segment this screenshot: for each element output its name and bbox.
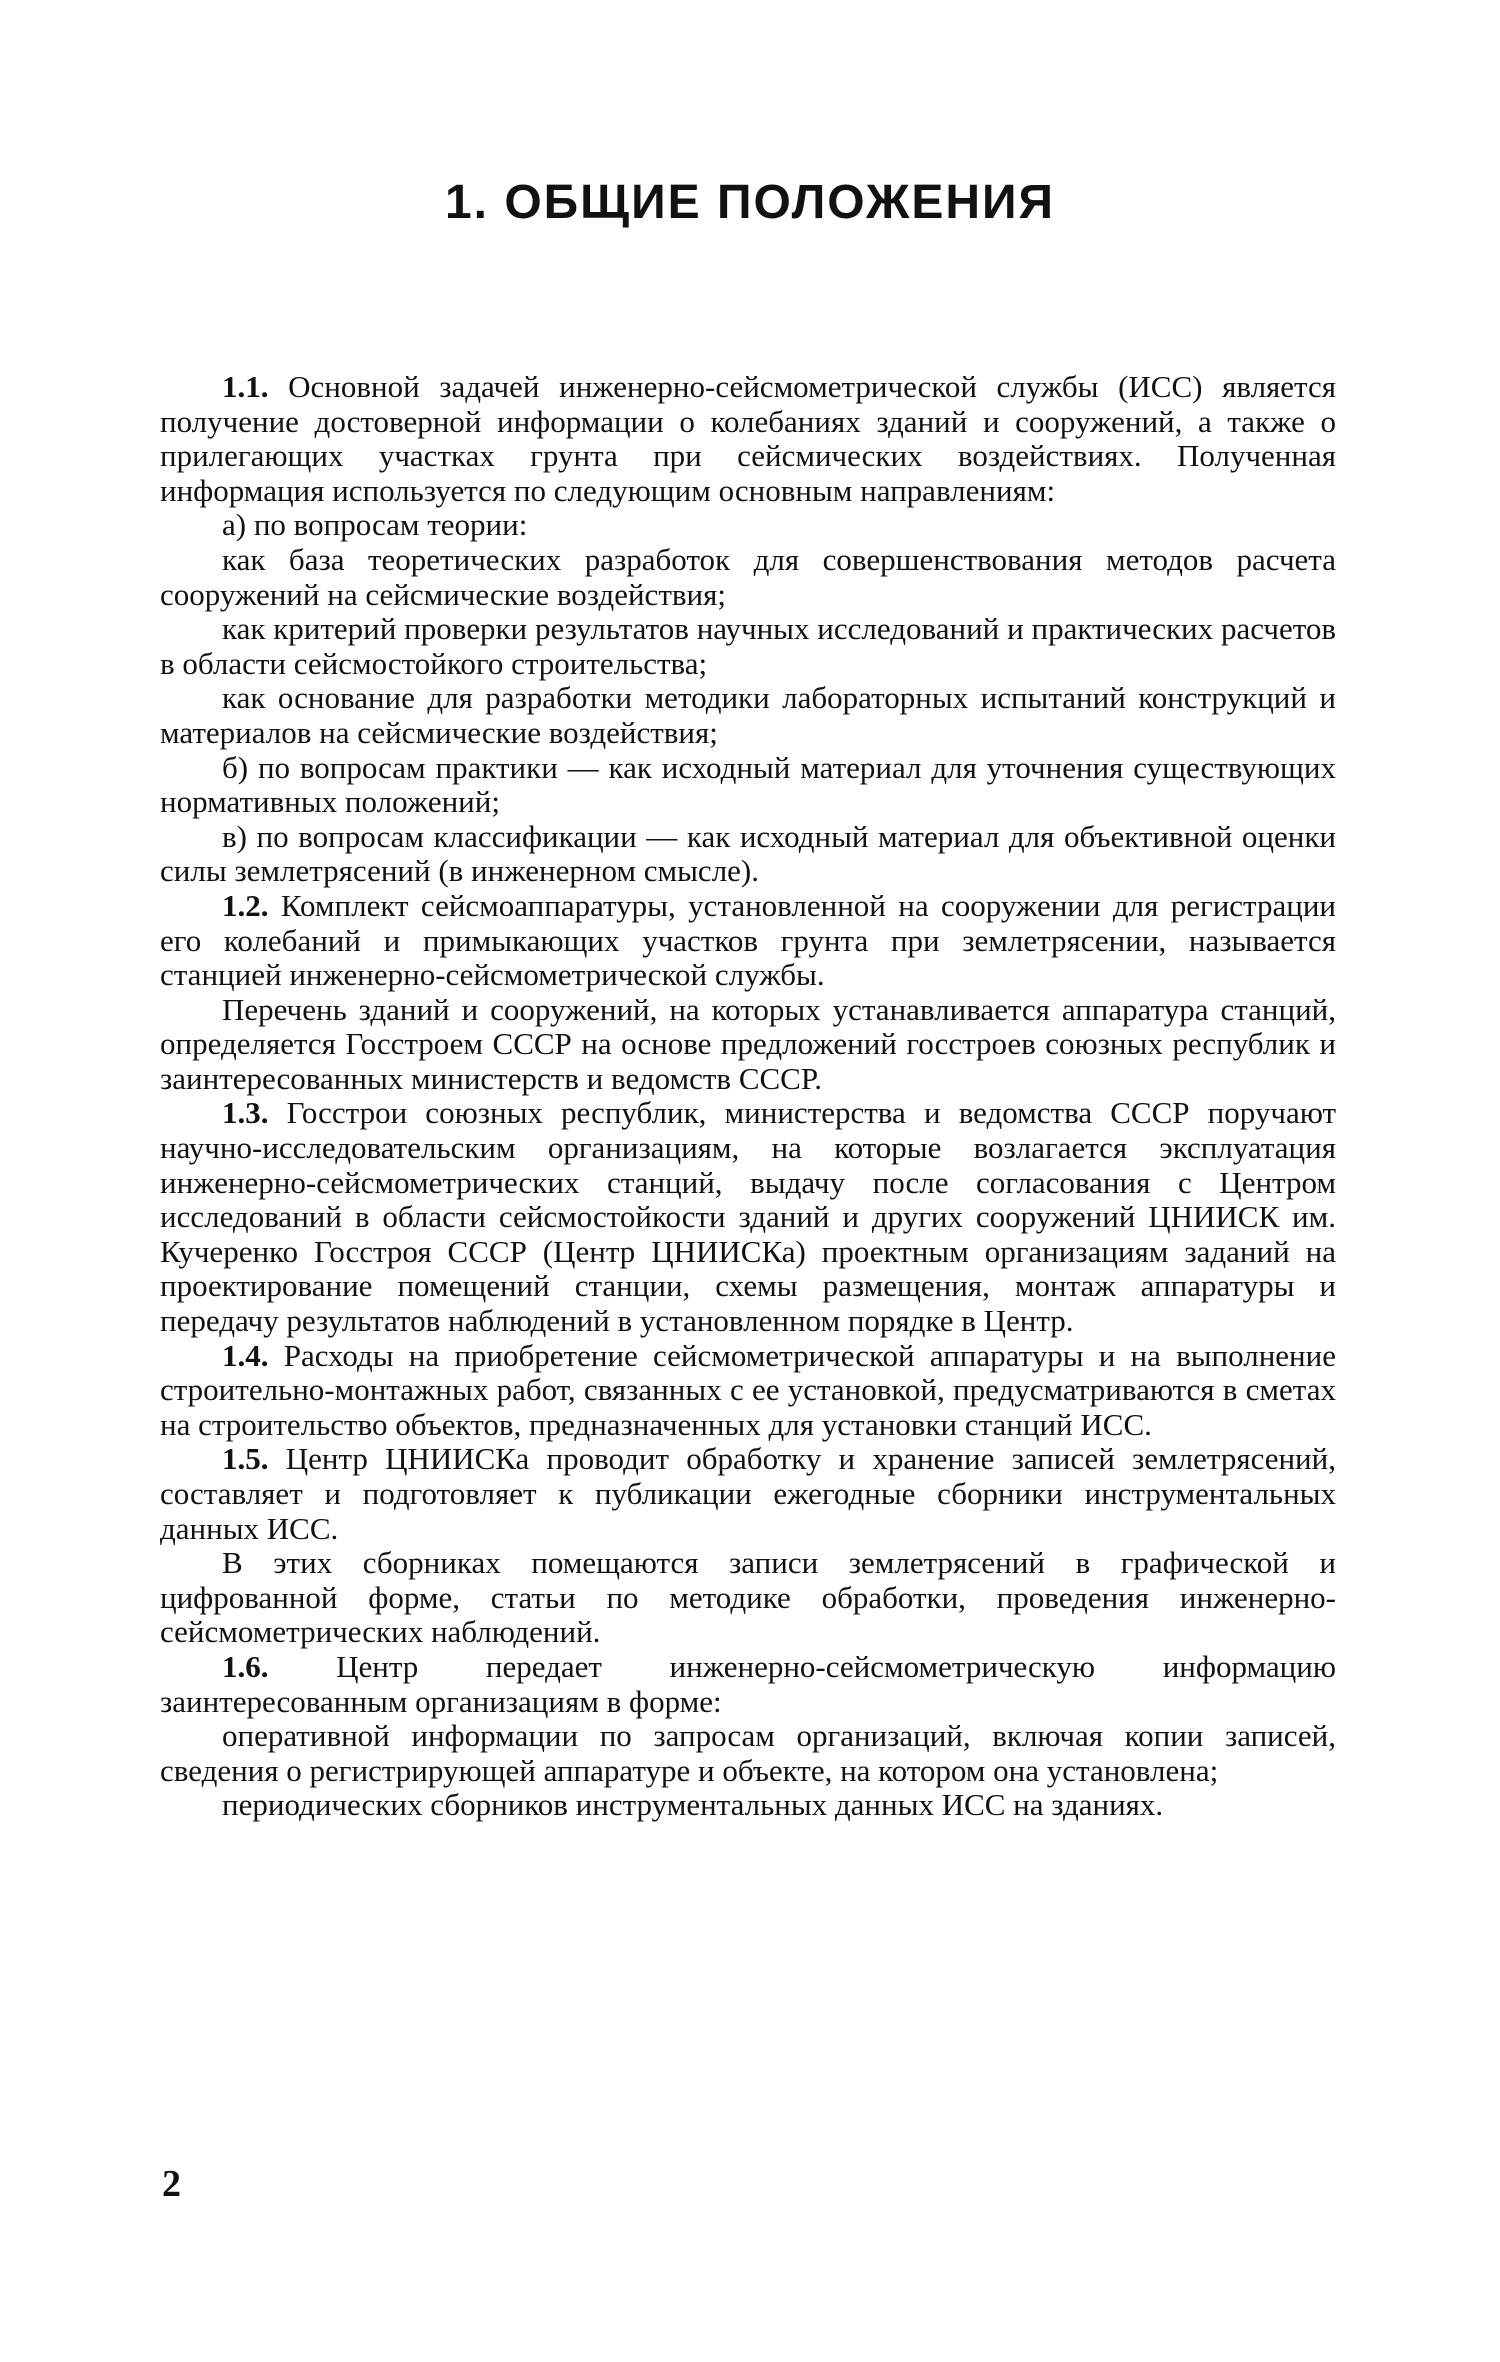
paragraph [160, 993, 1336, 1097]
section-body [160, 370, 1336, 1823]
paragraph [160, 820, 1336, 889]
paragraph-text: б) по вопросам практики — как исходный материал для уточнения существующих нормативных положений; [160, 749, 1336, 820]
paragraph [160, 751, 1336, 820]
paragraph-text: Центр ЦНИИСКа проводит обработку и хранение записей землетрясений, составляет и подготовляет к публикации ежегодные сборники инструментальных данных ИСС. [160, 1441, 1336, 1546]
clause-number: 1.3. [222, 1095, 269, 1131]
paragraph-text: В этих сборниках помещаются записи землетрясений в графической и цифрованной форме, статьи по методике обработки, проведения инженерно-сейсмометрических наблюдений. [160, 1545, 1336, 1650]
paragraph [160, 508, 1336, 543]
paragraph [160, 1546, 1336, 1650]
paragraph [160, 1650, 1336, 1719]
paragraph [160, 681, 1336, 750]
clause-number: 1.4. [222, 1337, 269, 1373]
paragraph-text: Госстрои союзных республик, министерства и ведомства СССР поручают научно-исследовательским организациям, на которые возлагается эксплуатация инженерно-сейсмометрических станций, выдачу после согласования с Центром исследований в области сейсмостойкости зданий и других сооружений ЦНИИСК им. Кучеренко Госстроя СССР (Центр ЦНИИСКа) проектным организациям заданий на проектирование помещений станции, схемы размещения, монтаж аппаратуры и передачу результатов наблюдений в установленном порядке в Центр. [160, 1095, 1336, 1339]
clause-number: 1.6. [222, 1648, 269, 1684]
clause-number: 1.5. [222, 1441, 269, 1477]
paragraph [160, 1096, 1336, 1338]
paragraph [160, 370, 1336, 508]
paragraph [160, 1788, 1336, 1823]
clause-number: 1.1. [222, 369, 269, 404]
paragraph [160, 543, 1336, 612]
paragraph-text: как база теоретических разработок для совершенствования методов расчета сооружений на сейсмические воздействия; [160, 541, 1336, 612]
paragraph-text: как основание для разработки методики лабораторных испытаний конструкций и материалов на сейсмические воздействия; [160, 680, 1336, 750]
paragraph-text: Основной задачей инженерно-сейсмометрической службы (ИСС) является получение достоверной информации о колебаниях зданий и сооружений, а также о прилегающих участках грунта при сейсмических воздействиях. Полученная информация используется по следующим основным направлениям: [160, 369, 1336, 508]
paragraph [160, 889, 1336, 993]
paragraph-text: Перечень зданий и сооружений, на которых устанавливается аппаратура станций, определяется Госстроем СССР на основе предложений госстроев союзных республик и заинтересованных министерств и ведомств СССР. [160, 991, 1336, 1096]
paragraph-text: как критерий проверки результатов научных исследований и практических расчетов в области сейсмостойкого строительства; [160, 611, 1336, 681]
paragraph [160, 1339, 1336, 1443]
paragraph-text: Комплект сейсмоаппаратуры, установленной на сооружении для регистрации его колебаний и примыкающих участков грунта при землетрясении, называется станцией инженерно-сейсмометрической службы. [160, 887, 1336, 993]
page-number: 2 [162, 2163, 181, 2205]
paragraph-text: в) по вопросам классификации — как исходный материал для объективной оценки силы землетрясений (в инженерном смысле). [160, 818, 1336, 889]
paragraph [160, 612, 1336, 681]
clause-number: 1.2. [222, 887, 269, 923]
paragraph-text: Центр передает инженерно-сейсмометрическую информацию заинтересованным организациям в форме: [160, 1648, 1336, 1719]
paragraph-text: а) по вопросам теории: [222, 507, 528, 543]
paragraph-text: периодических сборников инструментальных данных ИСС на зданиях. [222, 1787, 1164, 1823]
paragraph [160, 1719, 1336, 1788]
paragraph-text: Расходы на приобретение сейсмометрической аппаратуры и на выполнение строительно-монтажных работ, связанных с ее установкой, предусматриваются в сметах на строительство объектов, предназначенных для установки станций ИСС. [160, 1337, 1336, 1442]
paragraph-text: оперативной информации по запросам организаций, включая копии записей, сведения о регистрирующей аппаратуре и объекте, на котором она установлена; [160, 1718, 1336, 1788]
paragraph [160, 1442, 1336, 1546]
section-heading: 1. ОБЩИЕ ПОЛОЖЕНИЯ [444, 176, 1056, 229]
